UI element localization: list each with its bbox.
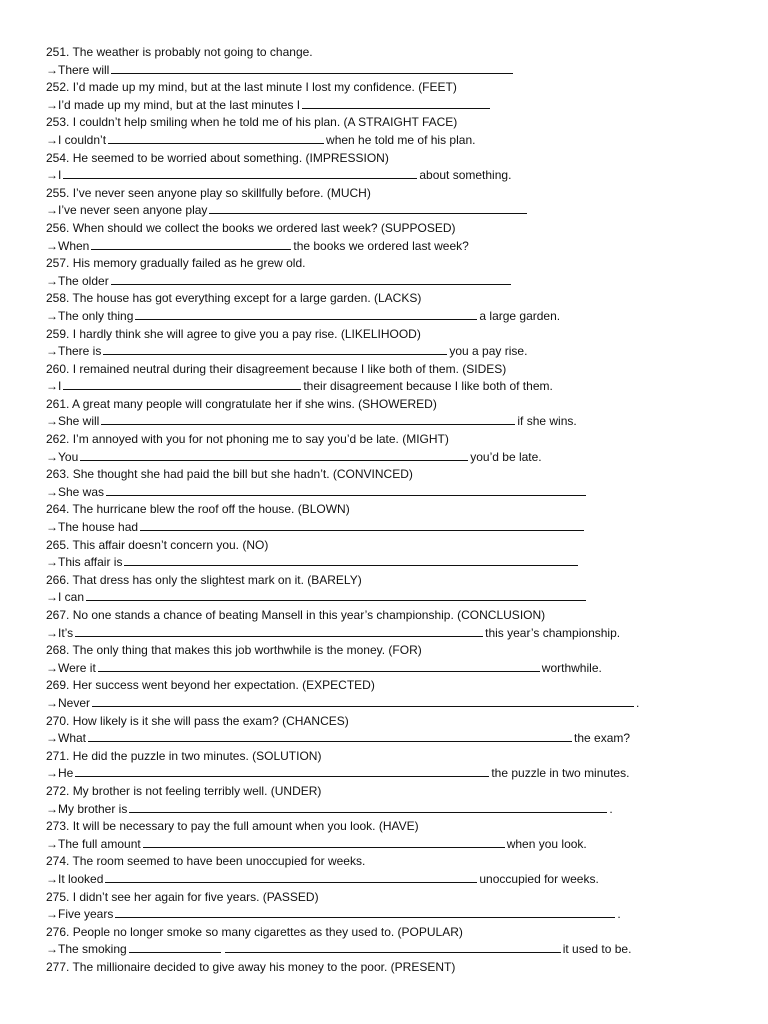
answer-prefix: →He [46, 766, 74, 781]
answer-suffix: when he told me of his plan. [326, 132, 476, 147]
answer-prefix: →There is [46, 344, 102, 359]
answer-line [46, 238, 746, 256]
answer-prefix: →You [46, 449, 79, 464]
answer-suffix: . [636, 695, 640, 710]
answer-line [46, 308, 746, 326]
answer-line [46, 625, 746, 643]
question-text: 258. The house has got everything except for a large garden. (LACKS) [46, 291, 422, 306]
exercise-item [46, 924, 746, 959]
answer-line [46, 449, 746, 467]
question-text: 254. He seemed to be worried about something. (IMPRESSION) [46, 150, 389, 165]
answer-blank[interactable] [111, 273, 511, 285]
answer-blank[interactable] [80, 449, 468, 461]
exercise-item [46, 748, 746, 783]
answer-line [46, 202, 746, 220]
answer-prefix: →It’s [46, 625, 74, 640]
exercise-item [46, 431, 746, 466]
question-text: 251. The weather is probably not going to change. [46, 45, 313, 59]
answer-prefix: →Never [46, 695, 91, 710]
question-text: 267. No one stands a chance of beating Mansell in this year’s championship. (CONCLUSION) [46, 608, 546, 622]
answer-suffix: the exam? [574, 731, 631, 746]
answer-prefix: →There will [46, 62, 110, 77]
answer-line [46, 660, 746, 678]
exercise-item [46, 642, 746, 677]
answer-blank[interactable] [103, 343, 447, 355]
answer-prefix: →The only thing [46, 308, 134, 323]
answer-suffix: this year’s championship. [485, 625, 621, 640]
answer-prefix: →She will [46, 414, 100, 429]
exercise-item [46, 255, 746, 290]
answer-prefix: →I can [46, 590, 85, 605]
answer-suffix: . [609, 801, 613, 816]
question-text: 268. The only thing that makes this job worthwhile is the money. (FOR) [46, 643, 422, 658]
exercise-item [46, 396, 746, 431]
exercise-item [46, 185, 746, 220]
exercise-item [46, 889, 746, 924]
question-text: 257. His memory gradually failed as he grew old. [46, 256, 306, 271]
answer-line [46, 730, 746, 748]
answer-suffix: you a pay rise. [449, 344, 528, 359]
question-text: 252. I’d made up my mind, but at the last minute I lost my confidence. (FEET) [46, 80, 457, 95]
question-text: 255. I’ve never seen anyone play so skillfully before. (MUCH) [46, 185, 371, 200]
answer-prefix: →Were it [46, 660, 96, 675]
exercise-sheet [46, 44, 746, 976]
answer-blank[interactable] [143, 836, 505, 848]
answer-prefix: →When [46, 238, 90, 253]
answer-blank[interactable] [92, 695, 634, 707]
exercise-item [46, 853, 746, 888]
question-text: 261. A great many people will congratulate her if she wins. (SHOWERED) [46, 396, 437, 411]
answer-blank[interactable] [86, 589, 586, 601]
answer-line [46, 871, 746, 889]
answer-prefix: →The smoking [46, 942, 127, 957]
answer-blank[interactable] [129, 801, 607, 813]
question-text: 270. How likely is it she will pass the exam? (CHANCES) [46, 713, 349, 728]
question-text: 264. The hurricane blew the roof off the house. (BLOWN) [46, 502, 350, 517]
answer-suffix: . [617, 907, 621, 922]
question-text: 269. Her success went beyond her expectation. (EXPECTED) [46, 678, 375, 693]
answer-prefix: →I couldn’t [46, 132, 107, 147]
answer-suffix: the books we ordered last week? [293, 238, 469, 253]
question-text: 273. It will be necessary to pay the full amount when you look. (HAVE) [46, 819, 419, 834]
answer-blank[interactable] [63, 378, 301, 390]
answer-prefix: →The full amount [46, 836, 141, 851]
answer-prefix: →Five years [46, 907, 114, 922]
exercise-item [46, 713, 746, 748]
answer-suffix: unoccupied for weeks. [479, 871, 599, 886]
exercise-item [46, 537, 746, 572]
exercise-item [46, 290, 746, 325]
question-text: 271. He did the puzzle in two minutes. (SOLUTION) [46, 748, 322, 763]
answer-line [46, 836, 746, 854]
answer-line [46, 167, 746, 185]
answer-suffix: about something. [419, 168, 512, 183]
answer-line [46, 97, 746, 115]
answer-line [46, 941, 746, 959]
answer-line [46, 484, 746, 502]
exercise-item [46, 220, 746, 255]
answer-blank[interactable] [75, 625, 483, 637]
answer-blank[interactable] [129, 941, 221, 953]
answer-blank[interactable] [135, 308, 477, 320]
answer-line [46, 695, 746, 713]
answer-prefix: →I’ve never seen anyone play [46, 203, 208, 218]
answer-blank[interactable] [225, 941, 561, 953]
question-text: 253. I couldn’t help smiling when he told me of his plan. (A STRAIGHT FACE) [46, 115, 458, 130]
answer-blank[interactable] [98, 660, 540, 672]
question-text: 272. My brother is not feeling terribly well. (UNDER) [46, 783, 322, 798]
exercise-item [46, 326, 746, 361]
question-text: 256. When should we collect the books we ordered last week? (SUPPOSED) [46, 220, 456, 235]
answer-prefix: →The older [46, 273, 109, 288]
exercise-item [46, 572, 746, 607]
answer-suffix: a large garden. [479, 308, 561, 323]
answer-suffix: worthwhile. [541, 660, 602, 675]
exercise-item [46, 501, 746, 536]
exercise-item [46, 818, 746, 853]
exercise-item [46, 361, 746, 396]
answer-blank[interactable] [111, 62, 513, 74]
answer-blank[interactable] [108, 132, 324, 144]
answer-line [46, 378, 746, 396]
answer-blank[interactable] [302, 97, 490, 109]
answer-suffix: it used to be. [562, 942, 632, 957]
answer-blank[interactable] [91, 238, 291, 250]
exercise-item [46, 114, 746, 149]
exercise-item [46, 150, 746, 185]
answer-line [46, 132, 746, 150]
exercise-item [46, 79, 746, 114]
exercise-item [46, 677, 746, 712]
answer-line [46, 273, 746, 291]
answer-line [46, 343, 746, 361]
answer-line [46, 519, 746, 537]
answer-blank[interactable] [106, 484, 586, 496]
answer-prefix: →She was [46, 484, 105, 499]
question-text: 260. I remained neutral during their disagreement because I like both of them. (SIDES) [46, 361, 507, 376]
exercise-item [46, 783, 746, 818]
answer-line [46, 413, 746, 431]
answer-suffix: the puzzle in two minutes. [491, 766, 630, 781]
answer-blank[interactable] [63, 167, 417, 179]
question-text: 276. People no longer smoke so many cigarettes as they used to. (POPULAR) [46, 924, 463, 939]
answer-prefix: →My brother is [46, 801, 128, 816]
answer-prefix: →The house had [46, 520, 139, 535]
answer-line [46, 765, 746, 783]
answer-prefix: →I [46, 379, 62, 394]
answer-prefix: →I [46, 168, 62, 183]
answer-blank[interactable] [105, 871, 477, 883]
exercise-item [46, 466, 746, 501]
answer-blank[interactable] [209, 202, 527, 214]
question-text: 263. She thought she had paid the bill but she hadn’t. (CONVINCED) [46, 467, 413, 482]
answer-blank[interactable] [101, 413, 515, 425]
answer-prefix: →I’d made up my mind, but at the last minutes I [46, 97, 301, 112]
answer-line [46, 589, 746, 607]
answer-line [46, 554, 746, 572]
exercise-item [46, 44, 746, 79]
answer-blank[interactable] [88, 730, 572, 742]
answer-blank[interactable] [75, 765, 489, 777]
answer-suffix: when you look. [506, 836, 587, 851]
exercise-item [46, 607, 746, 642]
question-text: 265. This affair doesn’t concern you. (NO) [46, 537, 269, 552]
answer-blank[interactable] [140, 519, 584, 531]
question-text: 277. The millionaire decided to give away his money to the poor. (PRESENT) [46, 959, 456, 974]
question-text: 275. I didn’t see her again for five years. (PASSED) [46, 889, 319, 904]
question-text: 259. I hardly think she will agree to give you a pay rise. (LIKELIHOOD) [46, 326, 421, 341]
answer-line [46, 906, 746, 924]
answer-prefix: →What [46, 731, 87, 746]
answer-suffix: you’d be late. [470, 449, 542, 464]
answer-line [46, 62, 746, 80]
answer-prefix: →It looked [46, 871, 104, 886]
answer-prefix: →This affair is [46, 555, 123, 570]
question-text: 266. That dress has only the slightest mark on it. (BARELY) [46, 572, 362, 587]
answer-suffix: their disagreement because I like both of them. [303, 379, 553, 394]
question-text: 274. The room seemed to have been unoccupied for weeks. [46, 854, 366, 869]
answer-suffix: if she wins. [517, 414, 577, 429]
answer-blank[interactable] [115, 906, 615, 918]
question-text: 262. I’m annoyed with you for not phoning me to say you’d be late. (MIGHT) [46, 432, 449, 447]
answer-line [46, 801, 746, 819]
answer-blank[interactable] [124, 554, 578, 566]
exercise-item [46, 959, 746, 977]
